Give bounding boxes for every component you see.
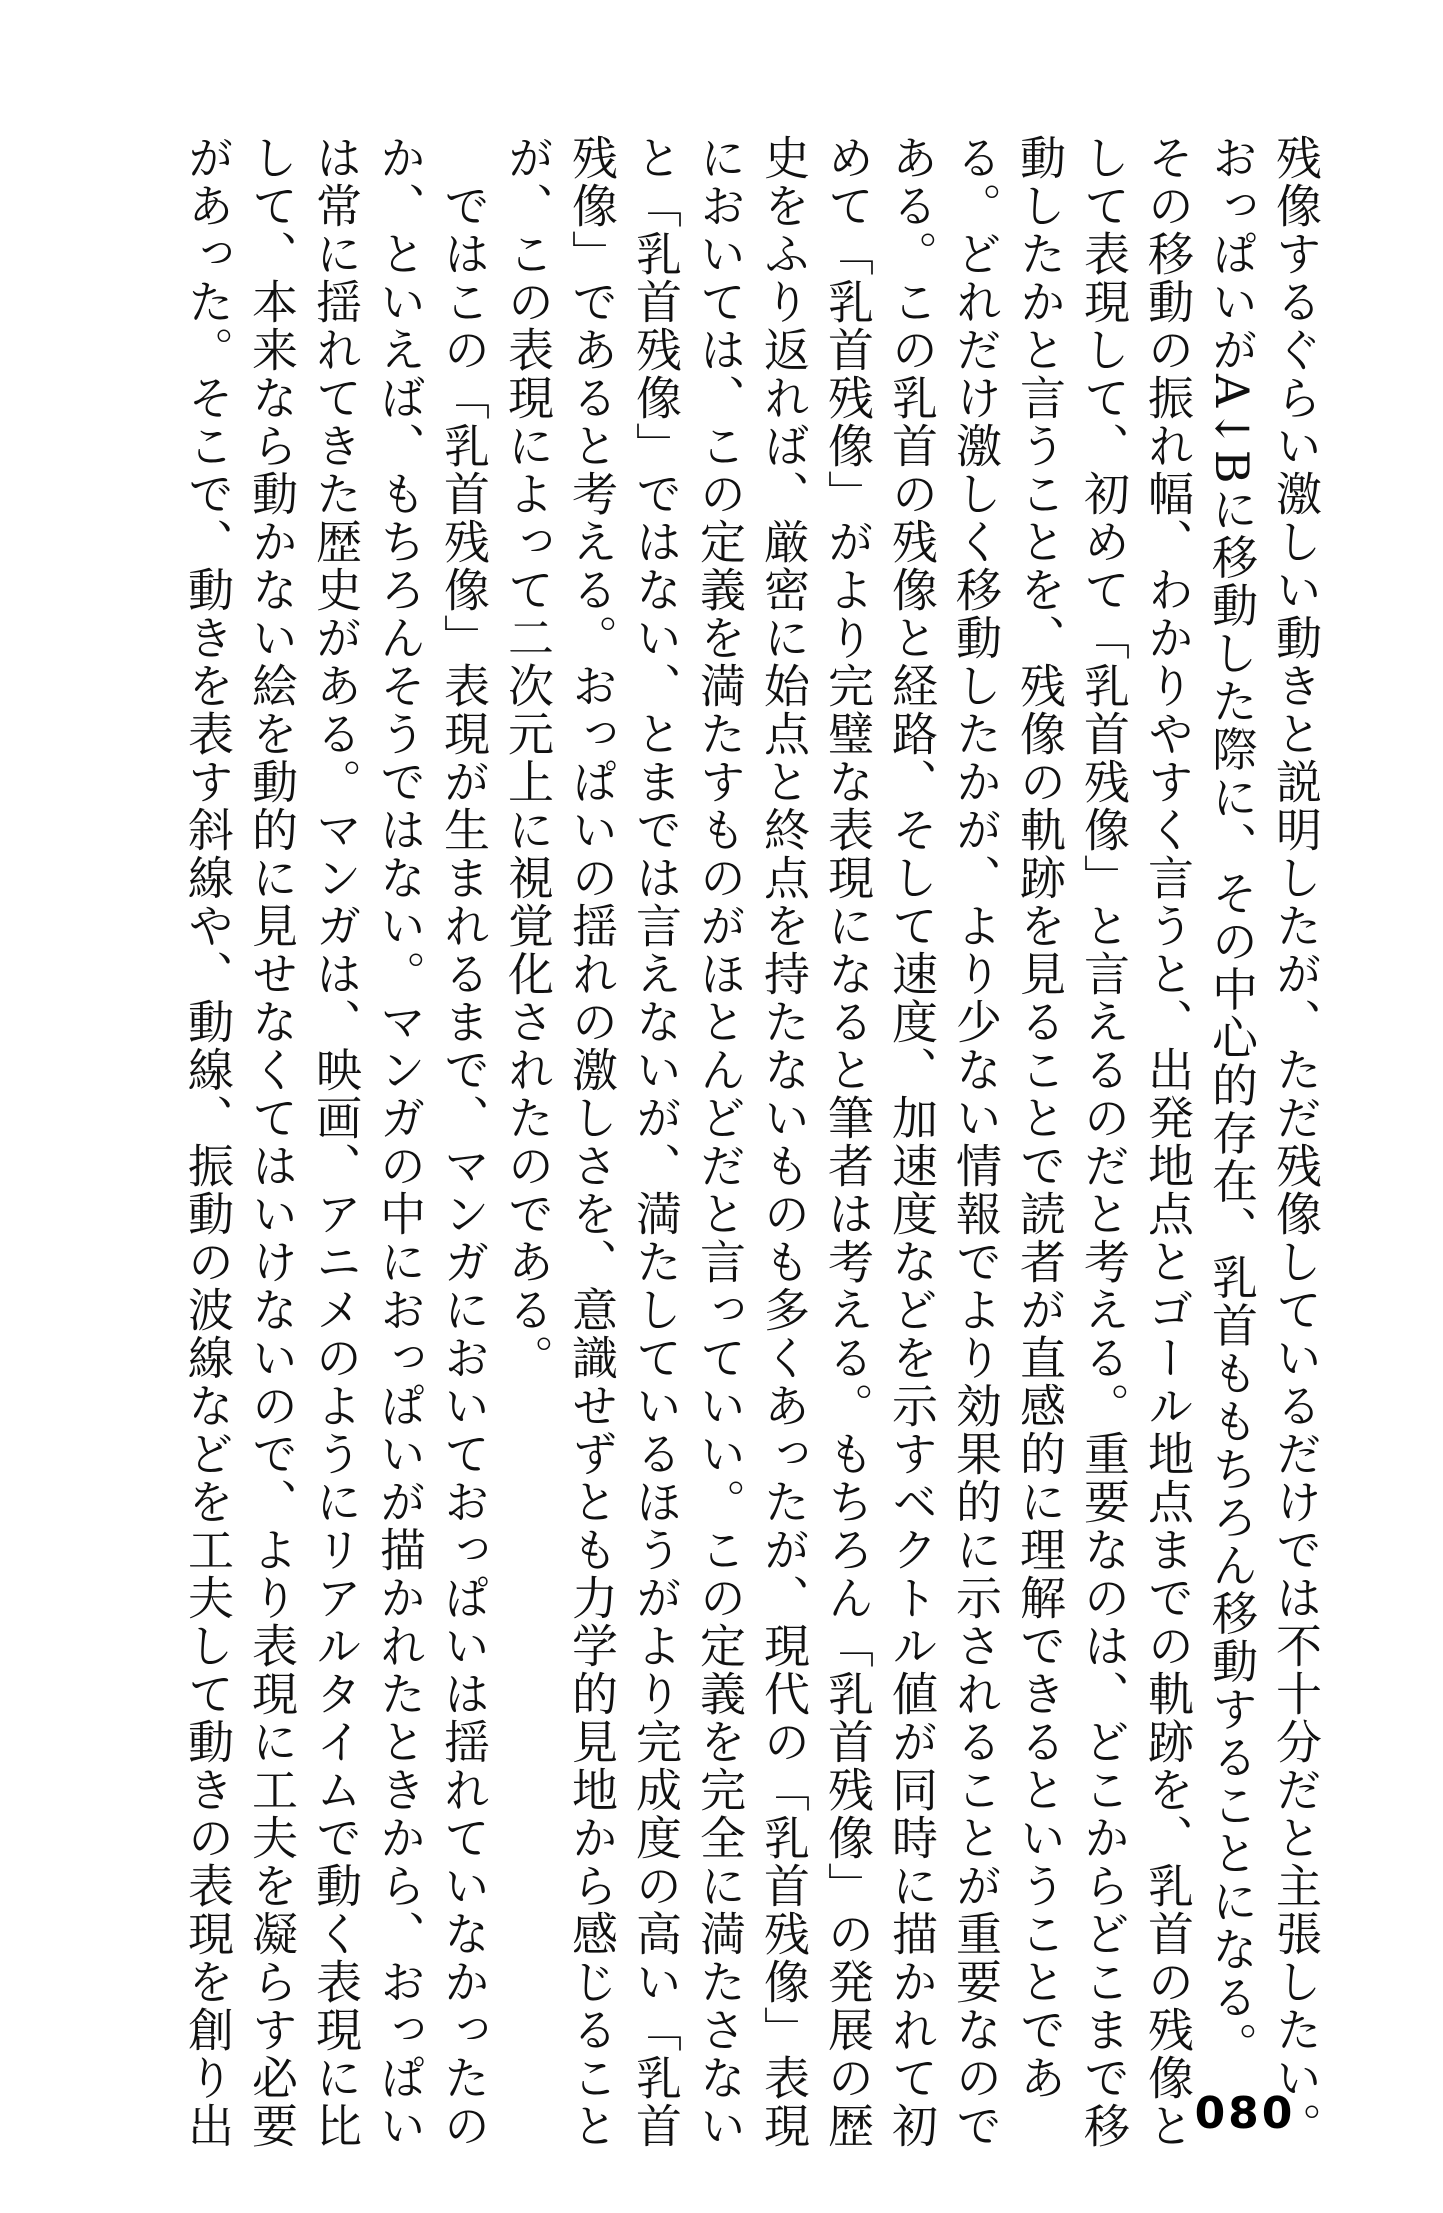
- page-number: 080: [1194, 2088, 1296, 2139]
- text-column: か、といえば、もちろんそうではない。マンガの中におっぱいが描かれたときから、おっぱい: [373, 134, 427, 2150]
- text-column: おっぱいがA↓Bに移動した際に、その中心的存在、乳首ももちろん移動することになる。: [1205, 134, 1259, 2070]
- text-column: が、この表現によって二次元上に視覚化されたのである。: [501, 134, 555, 1382]
- text-column: 残像」であると考える。おっぱいの揺れの激しさを、意識せずとも力学的見地から感じること: [565, 134, 619, 2150]
- text-column: 史をふり返れば、厳密に始点と終点を持たないものも多くあったが、現代の「乳首残像」表現: [757, 134, 811, 2150]
- text-column: ではこの「乳首残像」表現が生まれるまで、マンガにおいておっぱいは揺れていなかったの: [437, 134, 491, 2150]
- text-column: ある。この乳首の残像と経路、そして速度、加速度などを示すベクトル値が同時に描かれて初: [885, 134, 939, 2150]
- text-column: めて「乳首残像」がより完璧な表現になると筆者は考える。もちろん「乳首残像」の発展の歴: [821, 134, 875, 2150]
- text-column: と「乳首残像」ではない、とまでは言えないが、満たしているほうがより完成度の高い「乳首: [629, 134, 683, 2150]
- text-column: があった。そこで、動きを表す斜線や、動線、振動の波線などを工夫して動きの表現を創り出: [181, 134, 235, 2150]
- text-column: して、本来なら動かない絵を動的に見せなくてはいけないので、より表現に工夫を凝らす必要: [245, 134, 299, 2150]
- text-column: は常に揺れてきた歴史がある。マンガは、映画、アニメのようにリアルタイムで動く表現に比: [309, 134, 363, 2150]
- text-column: 残像するぐらい激しい動きと説明したが、ただ残像しているだけでは不十分だと主張したい。: [1269, 134, 1323, 2150]
- text-column: して表現して、初めて「乳首残像」と言えるのだと考える。重要なのは、どこからどこまで移: [1077, 134, 1131, 2150]
- text-column: その移動の振れ幅、わかりやすく言うと、出発地点とゴール地点までの軌跡を、乳首の残像と: [1141, 134, 1195, 2150]
- text-column: においては、この定義を満たすものがほとんどだと言っていい。この定義を完全に満たさない: [693, 134, 747, 2150]
- text-column: る。どれだけ激しく移動したかが、より少ない情報でより効果的に示されることが重要なので: [949, 134, 1003, 2150]
- text-column: 動したかと言うことを、残像の軌跡を見ることで読者が直感的に理解できるということであ: [1013, 134, 1067, 2102]
